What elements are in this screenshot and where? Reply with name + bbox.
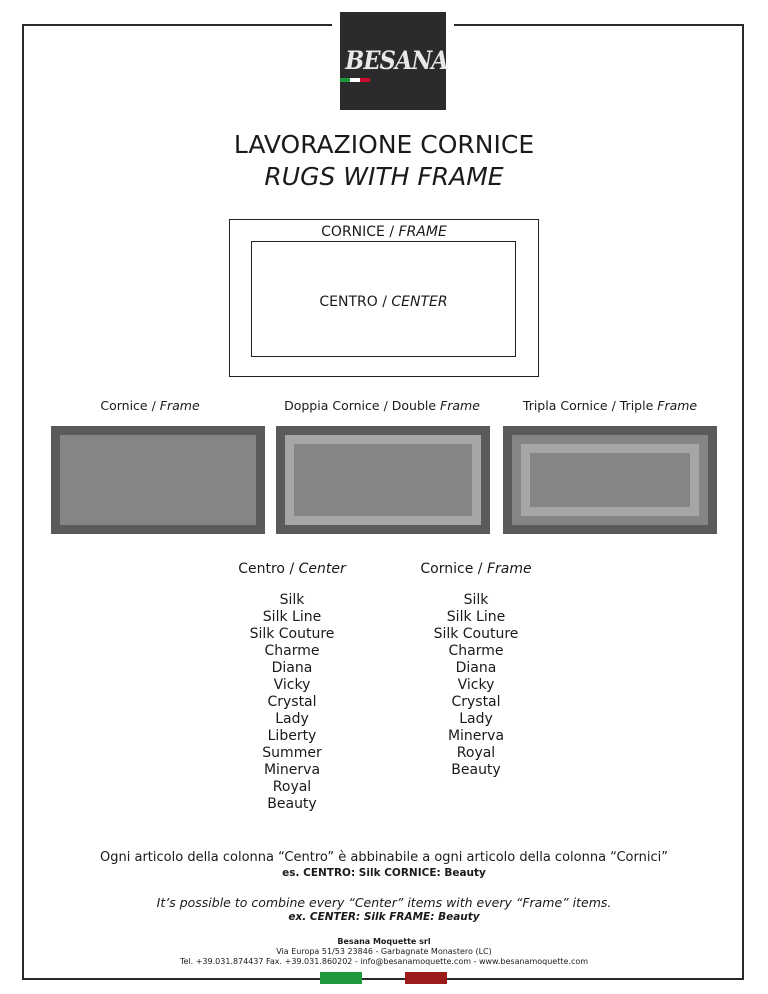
list-item: Silk — [463, 592, 489, 608]
frame-column-heading: Cornice / Frame — [420, 561, 532, 577]
italian-flag-icon — [340, 78, 370, 82]
list-item: Minerva — [447, 728, 505, 744]
frame-items-list — [396, 592, 556, 779]
list-item: Lady — [275, 711, 309, 727]
center-items-list — [212, 592, 372, 813]
combination-example-english: ex. CENTER: Silk FRAME: Beauty — [288, 911, 480, 923]
footer-red-bar — [405, 972, 447, 984]
footer-green-bar — [320, 972, 362, 984]
footer-company: Besana Moquette srl — [337, 937, 431, 946]
diagram-frame-label: CORNICE / FRAME — [321, 224, 447, 240]
list-item: Crystal — [451, 694, 501, 710]
list-item: Vicky — [457, 677, 495, 693]
list-item: Silk — [279, 592, 305, 608]
list-item: Silk Couture — [249, 626, 335, 642]
frame-type-double-label: Doppia Cornice / Double Frame — [284, 398, 480, 413]
list-item: Vicky — [273, 677, 311, 693]
rug-triple-frame — [503, 426, 717, 534]
rug-single-frame — [51, 426, 265, 534]
page-title-italian: LAVORAZIONE CORNICE — [233, 130, 535, 159]
besana-logo — [332, 12, 454, 110]
page-title-english: RUGS WITH FRAME — [264, 162, 504, 191]
list-item: Silk Couture — [433, 626, 519, 642]
frame-type-single-label: Cornice / Frame — [100, 398, 200, 413]
list-item: Beauty — [267, 796, 317, 812]
combination-note-italian: Ogni articolo della colonna “Centro” è abbinabile a ogni articolo della colonna “Cornici” — [100, 850, 668, 865]
list-item: Silk Line — [262, 609, 322, 625]
list-item: Royal — [456, 745, 496, 761]
rug-double-frame — [276, 426, 490, 534]
frame-type-triple-label: Tripla Cornice / Triple Frame — [522, 398, 698, 413]
combination-example-italian: es. CENTRO: Silk CORNICE: Beauty — [282, 867, 486, 879]
list-item: Diana — [455, 660, 497, 676]
list-item: Royal — [272, 779, 312, 795]
footer-contacts: Tel. +39.031.874437 Fax. +39.031.860202 - info@besanamoquette.com - www.besanamoquette.com — [179, 957, 589, 966]
list-item: Lady — [459, 711, 493, 727]
list-item: Minerva — [263, 762, 321, 778]
list-item: Silk Line — [446, 609, 506, 625]
rug-structure-diagram — [229, 219, 539, 377]
list-item: Charme — [448, 643, 504, 659]
list-item: Crystal — [267, 694, 317, 710]
list-item: Diana — [271, 660, 313, 676]
list-item: Beauty — [451, 762, 501, 778]
combination-note-english: It’s possible to combine every “Center” items with every “Frame” items. — [156, 895, 612, 910]
list-item: Liberty — [267, 728, 317, 744]
logo-text: BESANA — [345, 46, 448, 75]
diagram-center-box — [251, 241, 516, 357]
list-item: Summer — [262, 745, 322, 761]
center-column-heading: Centro / Center — [238, 561, 346, 577]
list-item: Charme — [264, 643, 320, 659]
footer-address: Via Europa 51/53 23846 - Garbagnate Monastero (LC) — [276, 947, 492, 956]
diagram-center-label: CENTRO / CENTER — [319, 294, 448, 310]
